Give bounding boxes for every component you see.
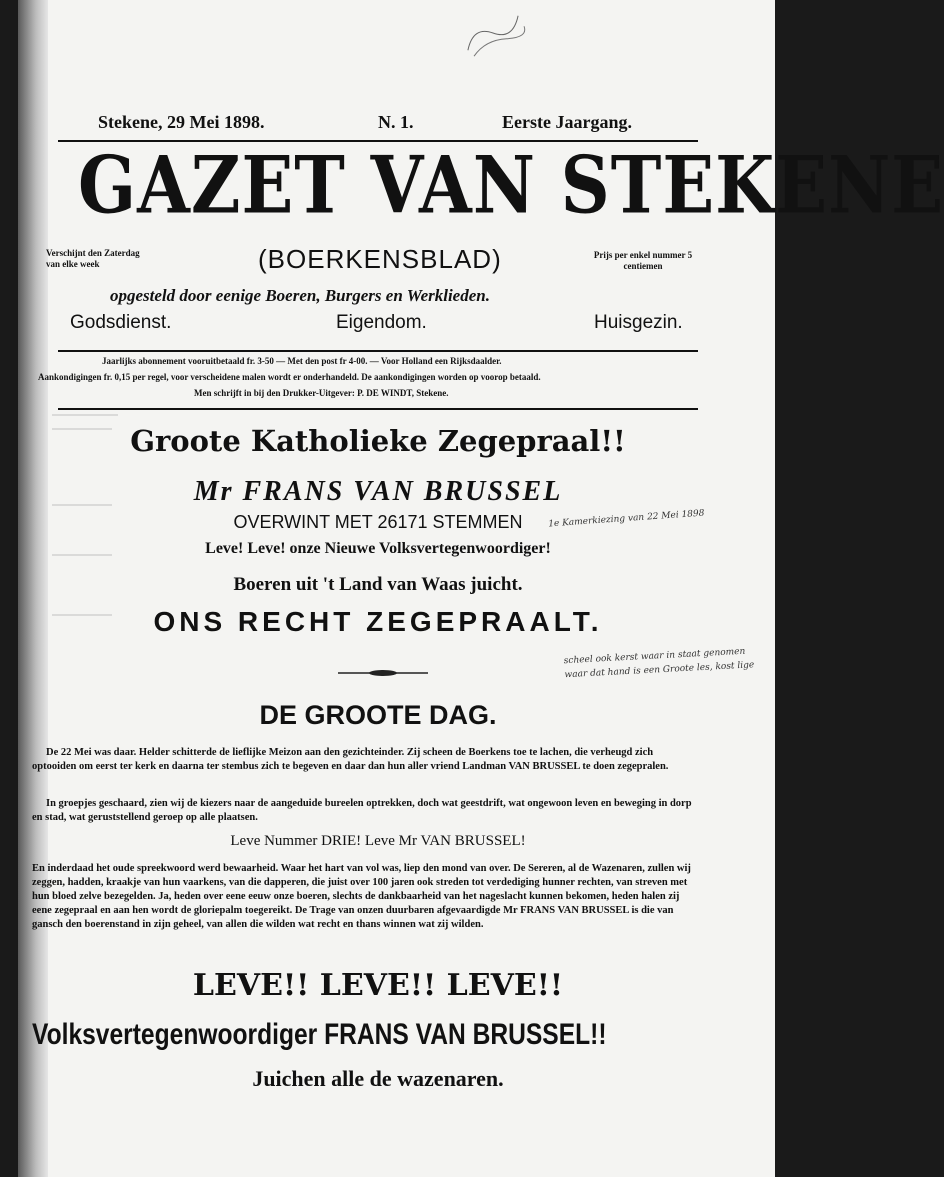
newspaper-page xyxy=(18,0,944,1177)
motto-center: Eigendom. xyxy=(336,312,427,333)
closing-line: Juichen alle de wazenaren. xyxy=(252,1066,504,1091)
headline-boeren: Boeren uit 't Land van Waas juicht. xyxy=(233,574,523,595)
subtitle: (BOERKENSBLAD) xyxy=(258,244,502,274)
binding-edge xyxy=(18,0,48,1177)
publication-schedule: Verschijnt den Zaterdag van elke week xyxy=(46,248,140,269)
leve-shout: LEVE!! LEVE!! LEVE!! xyxy=(192,968,564,1003)
body-paragraph-3: En inderdaad het oude spreekwoord werd bewaarheid. Waar het hart van vol was, liep den mond van over. De Sereren, al de Wazenaren, zullen wij zeggen, hadden, kraakje van hun vaarkens, van die dapperen, die juist over 100 jaren ook streden tot verdediging hunner rechten, van streven met hun bloed zelve bezegelden. Ja, heden over eene eeuw onze boeren, slechts de dankbaarheid van het nageslacht kunnen bekomen, heden halen zij eene zegepraal en aan hen wordt de gloriepalm toegereikt. De Trage van onzen duurbaren afgevaardigde Mr FRANS VAN BRUSSEL is die van gansch den boerenstand in zijn geheel, van allen die wilden wat recht en thans winnen wat zij wilden. xyxy=(32,863,691,930)
volume: Eerste Jaargang. xyxy=(502,112,632,132)
section-heading: DE GROOTE DAG. xyxy=(259,700,497,730)
ornament-divider xyxy=(338,666,428,684)
representative-line: Volksvertegenwoordiger FRANS VAN BRUSSEL!! xyxy=(32,1018,607,1051)
cheer-line: Leve Nummer DRIE! Leve Mr VAN BRUSSEL! xyxy=(230,833,526,849)
motto-left: Godsdienst. xyxy=(70,312,172,333)
price: Prijs per enkel nummer 5 centiemen xyxy=(593,250,693,271)
headline-leve: Leve! Leve! onze Nieuwe Volksvertegenwoordiger! xyxy=(205,540,551,557)
publisher-line: Men schrijft in bij den Drukker-Uitgever: P. DE WINDT, Stekene. xyxy=(194,388,449,398)
handwritten-note-1: 1e Kamerkiezing van 22 Mei 1898 xyxy=(547,508,705,530)
issue-number: N. 1. xyxy=(378,112,414,132)
tagline: opgesteld door eenige Boeren, Burgers en Werklieden. xyxy=(110,286,490,305)
subscription-line: Jaarlijks abonnement vooruitbetaald fr. 3-50 — Met den post fr 4-00. — Voor Holland een Rijksdaalder. xyxy=(102,356,502,366)
place-date: Stekene, 29 Mei 1898. xyxy=(98,112,265,132)
advertising-line: Aankondigingen fr. 0,15 per regel, voor verscheidene malen wordt er onderhandeld. De aankondigingen worden op voorop betaald. xyxy=(38,372,541,382)
headline-recht: ONS RECHT ZEGEPRAALT. xyxy=(153,606,603,637)
body-paragraph-2: In groepjes geschaard, zien wij de kiezers naar de aangeduide bureelen optrekken, doch wat geestdrift, wat ongewoon leven en beweging in dorp en stad, wat geruststellend geroep op alle plaatsen. xyxy=(32,798,692,823)
handwritten-note-2: scheel ook kerst waar in staat genomen waar dat hand is een Groote les, kost lige xyxy=(563,646,755,681)
handwritten-stamp xyxy=(451,0,536,70)
body-paragraph-1: De 22 Mei was daar. Helder schitterde de lieflijke Meizon aan den gezichteinder. Zij scheen de Boerkens toe te lachen, die verheugd zich optooiden om eerst ter kerk en daarna ter stembus zich te begeven en daar dan hun aller vriend Landman VAN BRUSSEL te doen zegepralen. xyxy=(32,747,669,772)
motto-right: Huisgezin. xyxy=(594,312,683,333)
divider xyxy=(58,350,698,352)
divider xyxy=(58,408,698,410)
masthead-title: GAZET VAN STEKENE xyxy=(78,140,944,232)
headline-victory: Groote Katholieke Zegepraal!! xyxy=(130,424,626,458)
headline-votes: OVERWINT MET 26171 STEMMEN xyxy=(233,512,523,532)
headline-candidate: Mr FRANS VAN BRUSSEL xyxy=(193,476,563,507)
